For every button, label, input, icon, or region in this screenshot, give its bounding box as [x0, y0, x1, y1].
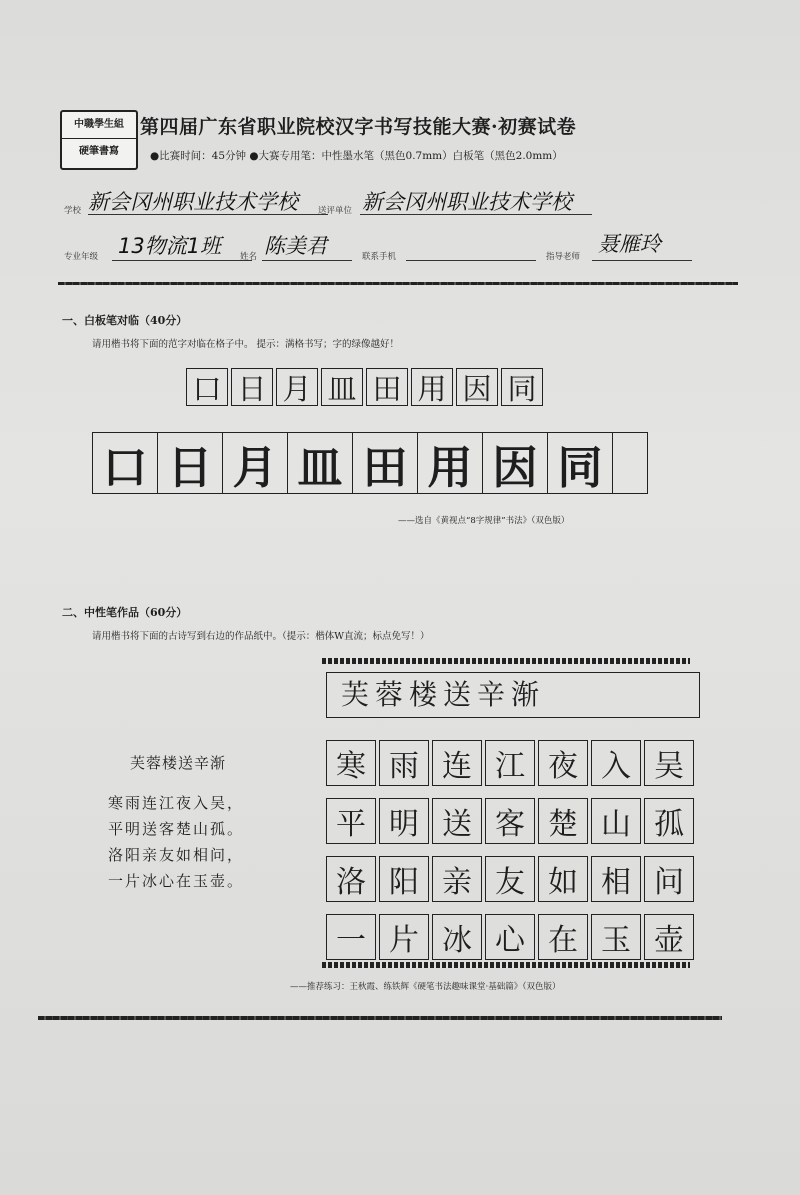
written-char-cell: 皿: [288, 432, 353, 494]
answer-cell: 阳: [379, 856, 429, 902]
answer-cell: 冰: [432, 914, 482, 960]
major-value: 13物流1班: [118, 234, 222, 258]
answer-row: [326, 798, 697, 844]
written-char-cell: 口: [92, 432, 158, 494]
section1-heading: 一、白板笔对临（40分）: [62, 314, 188, 327]
stamp-line-1: 中職學生組: [74, 119, 124, 130]
written-char-cell: 田: [353, 432, 418, 494]
poem-title: 芙蓉楼送辛渐: [130, 754, 227, 772]
answer-cell: 寒: [326, 740, 376, 786]
answer-cell: 如: [538, 856, 588, 902]
answer-cell: 江: [485, 740, 535, 786]
answer-cell: 孤: [644, 798, 694, 844]
answer-cell: 问: [644, 856, 694, 902]
answer-cell: 在: [538, 914, 588, 960]
written-char-cell: 因: [483, 432, 548, 494]
written-char-cell: 月: [223, 432, 288, 494]
answer-cell: 夜: [538, 740, 588, 786]
model-char-cell: 口: [186, 368, 228, 406]
poem-line: 平明送客楚山孤。: [108, 820, 245, 838]
written-char-cell: [613, 432, 648, 494]
answer-row: [326, 914, 697, 960]
section2-credit: ——推荐练习：王秋霞、练铁辉《硬笔书法趣味课堂·基础篇》（双色版）: [290, 982, 561, 992]
school-value: 新会冈州职业技术学校: [88, 190, 298, 214]
answer-row: [326, 740, 697, 786]
answer-cell: 楚: [538, 798, 588, 844]
answer-cell: 相: [591, 856, 641, 902]
answer-cell: 连: [432, 740, 482, 786]
teacher-underline: [592, 260, 692, 261]
phone-label: 联系手机: [362, 252, 397, 262]
category-stamp: [60, 110, 138, 170]
poem-line: 洛阳亲友如相问，: [108, 846, 245, 864]
major-label: 专业年级: [64, 252, 99, 262]
answer-cell: 入: [591, 740, 641, 786]
exam-subtitle: ●比赛时间：45分钟 ●大赛专用笔：中性墨水笔（黑色0.7mm）白板笔（黑色2.0mm）: [150, 150, 563, 162]
major-underline: [112, 260, 252, 261]
answer-row: [326, 856, 697, 902]
frame-bottom-border: [322, 962, 690, 968]
model-char-cell: 日: [231, 368, 273, 406]
school-label: 学校: [64, 206, 82, 216]
answer-cell: 雨: [379, 740, 429, 786]
section2-instruction: 请用楷书将下面的古诗写到右边的作品纸中。（提示：楷体W直流；标点免写！）: [92, 631, 430, 642]
name-value: 陈美君: [264, 234, 327, 258]
model-char-cell: 因: [456, 368, 498, 406]
model-char-cell: 月: [276, 368, 318, 406]
school-underline: [88, 214, 328, 215]
model-char-cell: 皿: [321, 368, 363, 406]
poem-line: 一片冰心在玉壶。: [108, 872, 245, 890]
exam-title: 第四届广东省职业院校汉字书写技能大赛·初赛试卷: [140, 116, 577, 138]
answer-cell: 一: [326, 914, 376, 960]
answer-cell: 送: [432, 798, 482, 844]
answer-cell: 山: [591, 798, 641, 844]
answer-cell: 平: [326, 798, 376, 844]
phone-underline: [406, 260, 536, 261]
unit-value: 新会冈州职业技术学校: [362, 190, 572, 214]
unit-label: 送评单位: [318, 206, 353, 216]
unit-underline: [360, 214, 592, 215]
answer-cell: 明: [379, 798, 429, 844]
name-underline: [262, 260, 352, 261]
model-char-cell: 用: [411, 368, 453, 406]
footer-divider: [38, 1016, 722, 1020]
stamp-line-2: 硬筆書寫: [62, 138, 136, 165]
written-char-cell: 同: [548, 432, 613, 494]
written-char-cell: 日: [158, 432, 223, 494]
section1-instruction: 请用楷书将下面的范字对临在格子中。 提示：满格书写；字的绿像越好！: [92, 339, 400, 350]
name-label: 姓名: [240, 252, 258, 262]
answer-cell: 片: [379, 914, 429, 960]
answer-cell: 客: [485, 798, 535, 844]
model-char-cell: 田: [366, 368, 408, 406]
model-char-cell: 同: [501, 368, 543, 406]
poem-line: 寒雨连江夜入吴，: [108, 794, 245, 812]
answer-cell: 洛: [326, 856, 376, 902]
answer-title: 芙蓉楼送辛渐: [326, 672, 700, 718]
answer-cell: 吴: [644, 740, 694, 786]
written-char-row: [92, 432, 648, 494]
answer-cell: 亲: [432, 856, 482, 902]
section1-credit: ——选自《黄视点“8字规律”书法》（双色版）: [398, 516, 570, 526]
section2-heading: 二、中性笔作品（60分）: [62, 606, 188, 619]
answer-cell: 友: [485, 856, 535, 902]
teacher-value: 聂雁玲: [598, 232, 661, 256]
answer-cell: 壶: [644, 914, 694, 960]
answer-cell: 玉: [591, 914, 641, 960]
teacher-label: 指导老师: [546, 252, 581, 262]
answer-cell: 心: [485, 914, 535, 960]
model-char-row: [186, 368, 546, 406]
written-char-cell: 用: [418, 432, 483, 494]
header-divider: [58, 282, 738, 285]
frame-top-border: [322, 658, 690, 664]
